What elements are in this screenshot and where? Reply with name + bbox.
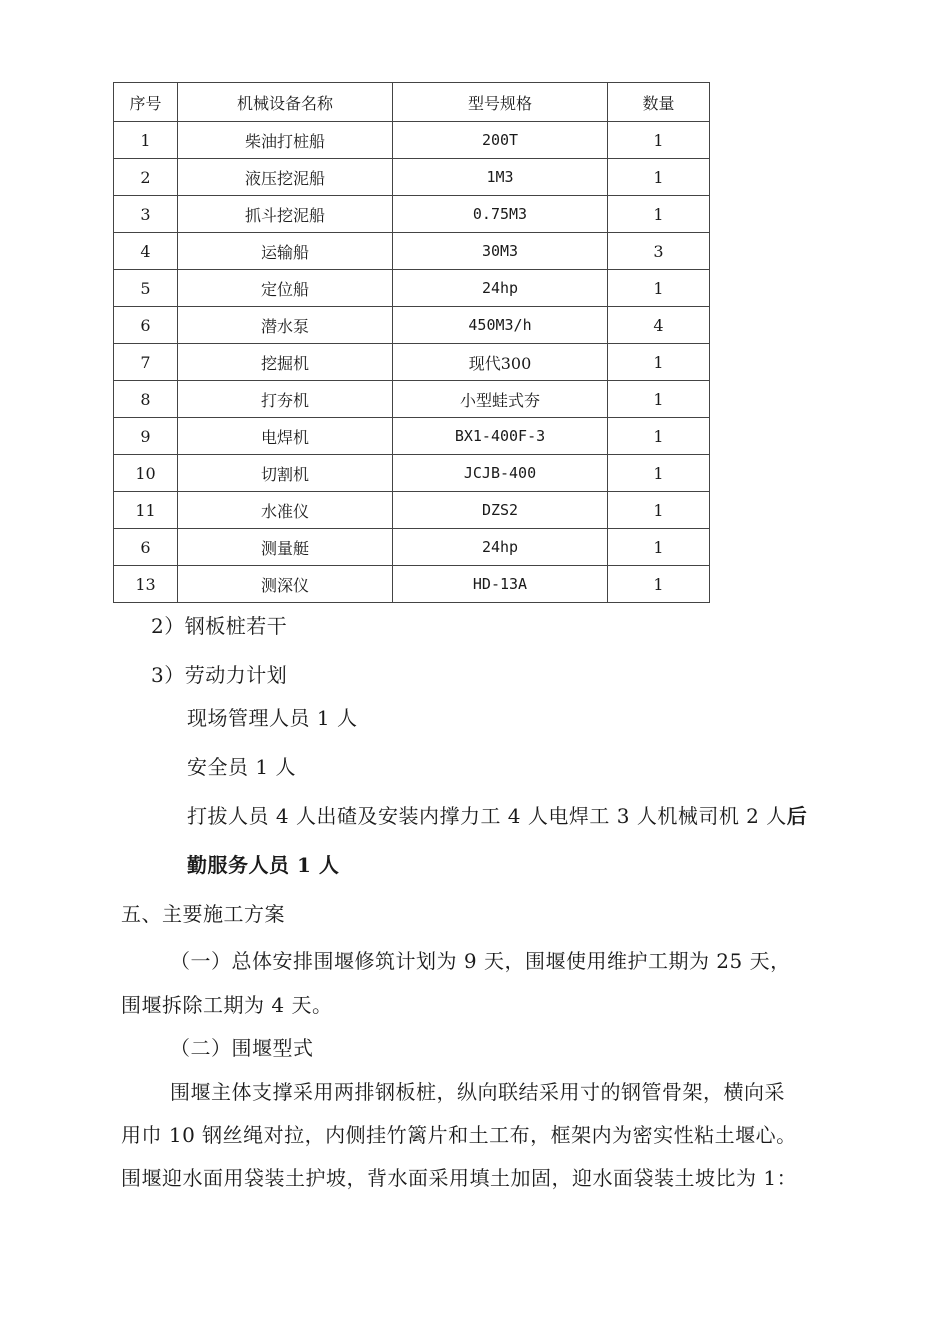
paragraph-schedule-line2: 围堰拆除工期为 4 天。 (121, 993, 333, 1017)
cell-name: 定位船 (178, 270, 393, 307)
table-row (114, 566, 710, 603)
cell-seq: 2 (114, 159, 178, 196)
paragraph-structure-line2: 用巾 10 钢丝绳对拉，内侧挂竹篱片和土工布，框架内为密实性粘土堰心。 (121, 1123, 797, 1147)
header-qty: 数量 (608, 83, 710, 122)
paragraph-schedule-line1: （一）总体安排围堰修筑计划为 9 天，围堰使用维护工期为 25 天， (170, 949, 791, 973)
cell-spec: 1M3 (393, 159, 608, 196)
cell-seq: 5 (114, 270, 178, 307)
cell-qty: 1 (608, 492, 710, 529)
cell-seq: 7 (114, 344, 178, 381)
cell-qty: 4 (608, 307, 710, 344)
cell-name: 潜水泵 (178, 307, 393, 344)
table-row (114, 455, 710, 492)
cell-qty: 1 (608, 122, 710, 159)
header-seq: 序号 (114, 83, 178, 122)
steel-sheet-pile-item: 2）钢板桩若干 (151, 614, 288, 638)
cell-seq: 11 (114, 492, 178, 529)
table-row (114, 344, 710, 381)
cell-spec: 30M3 (393, 233, 608, 270)
cell-spec: 24hp (393, 529, 608, 566)
staff-line-logistics: 勤服务人员 1 人 (187, 853, 340, 877)
header-name: 机械设备名称 (178, 83, 393, 122)
table-row (114, 418, 710, 455)
table-row (114, 381, 710, 418)
table-row (114, 529, 710, 566)
cell-name: 测量艇 (178, 529, 393, 566)
cell-spec: 24hp (393, 270, 608, 307)
table-row (114, 492, 710, 529)
cell-seq: 6 (114, 529, 178, 566)
table-row (114, 196, 710, 233)
cell-seq: 3 (114, 196, 178, 233)
cell-seq: 1 (114, 122, 178, 159)
cell-spec: 现代300 (393, 344, 608, 381)
table-row (114, 159, 710, 196)
cell-name: 水准仪 (178, 492, 393, 529)
cell-name: 切割机 (178, 455, 393, 492)
cell-name: 电焊机 (178, 418, 393, 455)
cell-seq: 8 (114, 381, 178, 418)
cell-spec: HD-13A (393, 566, 608, 603)
cell-spec: 0.75M3 (393, 196, 608, 233)
equipment-table (113, 82, 710, 603)
labor-plan-heading: 3）劳动力计划 (151, 663, 288, 687)
cell-name: 测深仪 (178, 566, 393, 603)
table-header-row (114, 83, 710, 122)
cell-qty: 1 (608, 344, 710, 381)
staff-workers-text: 打拔人员 4 人出碴及安装内撑力工 4 人电焊工 3 人机械司机 2 人 (187, 804, 787, 828)
cell-seq: 10 (114, 455, 178, 492)
cell-seq: 6 (114, 307, 178, 344)
header-spec: 型号规格 (393, 83, 608, 122)
cell-name: 柴油打桩船 (178, 122, 393, 159)
staff-workers-tail: 后 (786, 804, 808, 828)
cell-qty: 1 (608, 159, 710, 196)
cell-qty: 1 (608, 418, 710, 455)
staff-line-workers (187, 800, 807, 829)
table-row (114, 233, 710, 270)
cell-name: 液压挖泥船 (178, 159, 393, 196)
cell-spec: JCJB-400 (393, 455, 608, 492)
cell-qty: 1 (608, 566, 710, 603)
cell-name: 挖掘机 (178, 344, 393, 381)
subsection-heading: （二）围堰型式 (170, 1036, 314, 1060)
cell-qty: 1 (608, 196, 710, 233)
cell-qty: 1 (608, 270, 710, 307)
cell-spec: 200T (393, 122, 608, 159)
cell-qty: 1 (608, 381, 710, 418)
table-row (114, 270, 710, 307)
paragraph-structure-line3: 围堰迎水面用袋装土护坡，背水面采用填土加固，迎水面袋装土坡比为 1： (121, 1166, 798, 1190)
cell-qty: 1 (608, 529, 710, 566)
cell-spec: DZS2 (393, 492, 608, 529)
cell-seq: 13 (114, 566, 178, 603)
section-heading: 五、主要施工方案 (121, 902, 285, 926)
cell-spec: 小型蛙式夯 (393, 381, 608, 418)
cell-qty: 1 (608, 455, 710, 492)
paragraph-structure-line1: 围堰主体支撑采用两排钢板桩，纵向联结采用寸的钢管骨架，横向采 (170, 1080, 785, 1104)
cell-spec: 450M3/h (393, 307, 608, 344)
table-row (114, 122, 710, 159)
cell-qty: 3 (608, 233, 710, 270)
cell-spec: BX1-400F-3 (393, 418, 608, 455)
cell-seq: 4 (114, 233, 178, 270)
cell-name: 运输船 (178, 233, 393, 270)
cell-name: 抓斗挖泥船 (178, 196, 393, 233)
table-row (114, 307, 710, 344)
cell-name: 打夯机 (178, 381, 393, 418)
staff-line-safety: 安全员 1 人 (187, 755, 296, 779)
cell-seq: 9 (114, 418, 178, 455)
staff-line-management: 现场管理人员 1 人 (187, 706, 358, 730)
